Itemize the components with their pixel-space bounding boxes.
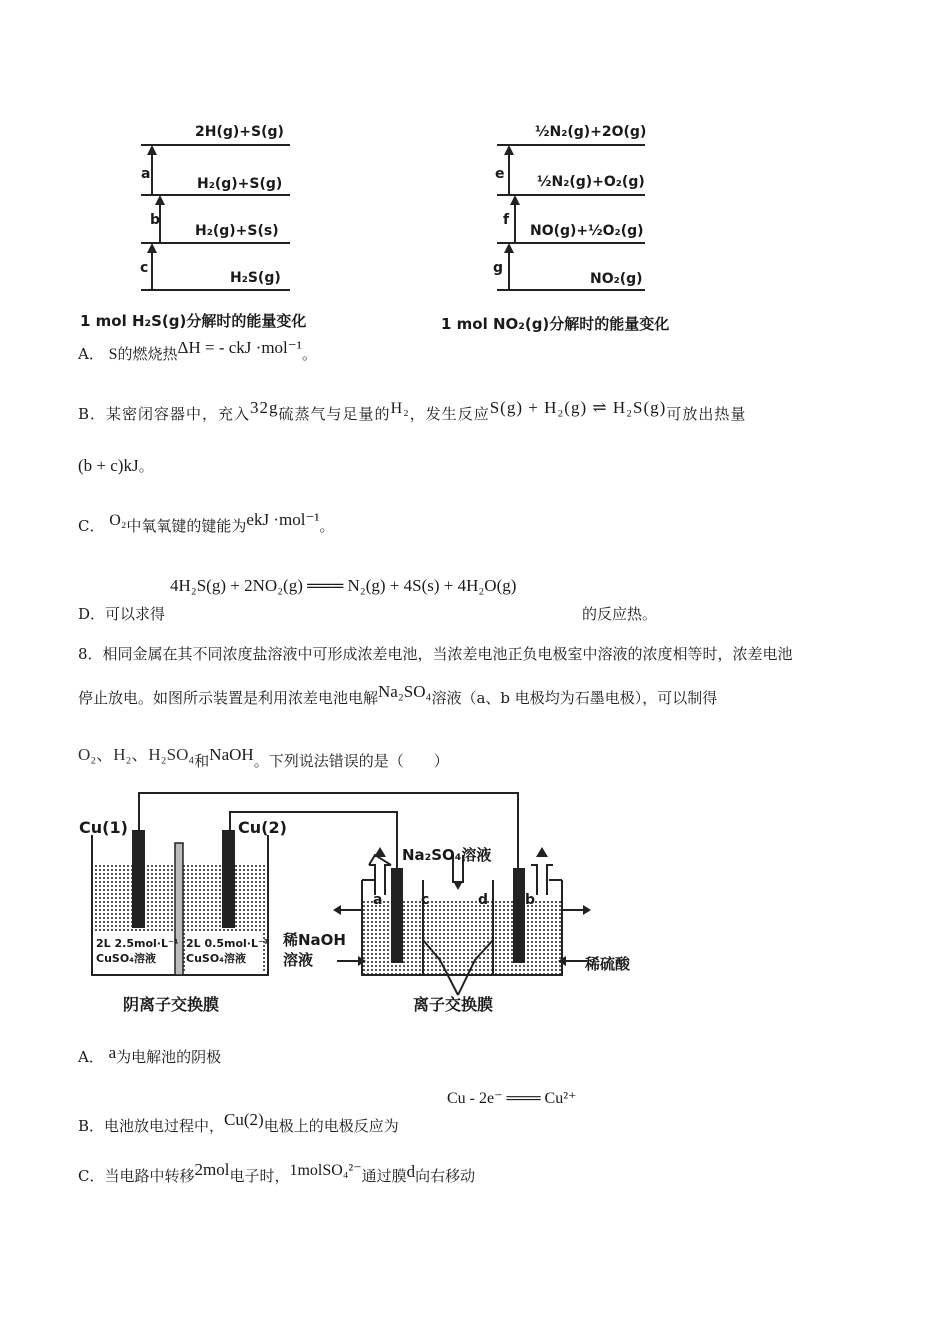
level-label: NO₂(g) xyxy=(590,271,643,287)
electrode-b-label: b xyxy=(525,892,536,908)
naoh-label: 稀NaOH 溶液 xyxy=(283,931,346,969)
option-c: C． O₂中氧氧键的键能为ekJ ·mol⁻¹。 xyxy=(78,510,335,535)
level-label: ½N₂(g)+O₂(g) xyxy=(537,174,645,190)
arrow-label: a xyxy=(141,166,151,182)
option-b-cont: (b + c)kJ。 xyxy=(78,456,154,475)
reaction-equation: 4H₂S(g) + 2NO₂(g) ═══ N₂(g) + 4S(s) + 4H₂O(g) xyxy=(170,576,517,595)
arrow-label: e xyxy=(495,166,505,182)
question-8-stem-2: 停止放电。如图所示装置是利用浓差电池电解Na₂SO₄溶液（a、b 电极均为石墨电极），可以制得 xyxy=(78,682,718,707)
arrow-label: c xyxy=(140,260,149,276)
arrow-label: g xyxy=(493,260,504,276)
arrow-label: f xyxy=(503,212,510,228)
anion-membrane-label: 阴离子交换膜 xyxy=(123,995,220,1014)
q8-option-b: B．电池放电过程中，Cu(2)电极上的电极反应为 xyxy=(78,1110,399,1135)
na2so4-label: Na₂SO₄溶液 xyxy=(402,846,492,864)
option-d: D．可以求得 xyxy=(78,605,166,623)
option-a: A． S的燃烧热ΔH = - ckJ ·mol⁻¹。 xyxy=(78,338,317,363)
diagram-caption: 1 mol H₂S(g)分解时的能量变化 xyxy=(80,312,307,330)
question-8-stem-3: O₂、H₂、H₂SO₄和NaOH。下列说法错误的是（ ） xyxy=(78,745,449,770)
diagram-caption: 1 mol NO₂(g)分解时的能量变化 xyxy=(441,315,670,333)
arrow-label: b xyxy=(150,212,161,228)
level-label: H₂(g)+S(s) xyxy=(195,223,279,239)
level-label: H₂S(g) xyxy=(230,270,281,286)
option-d-end: 的反应热。 xyxy=(582,605,658,623)
level-label: ½N₂(g)+2O(g) xyxy=(535,124,647,140)
left-solution-label: 2L 2.5mol·L⁻¹ CuSO₄溶液 xyxy=(96,937,179,965)
right-solution-label: 2L 0.5mol·L⁻¹ CuSO₄溶液 xyxy=(186,937,269,965)
electrode-d-label: d xyxy=(478,892,489,908)
level-label: 2H(g)+S(g) xyxy=(195,124,284,140)
h2so4-label: 稀硫酸 xyxy=(585,955,631,973)
electrode-reaction: Cu - 2e⁻ ═══ Cu²⁺ xyxy=(447,1090,577,1107)
q8-option-a: A． a为电解池的阴极 xyxy=(78,1043,222,1066)
level-label: NO(g)+½O₂(g) xyxy=(530,223,644,239)
cu1-label: Cu(1) xyxy=(79,818,128,837)
cu2-label: Cu(2) xyxy=(238,818,287,837)
ion-membrane-label: 离子交换膜 xyxy=(413,995,494,1014)
option-b: B．某密闭容器中，充入32g硫蒸气与足量的H₂，发生反应S(g) + H₂(g) ⇌ H₂S(g)可放出热量 xyxy=(78,398,747,423)
electrolysis-figure xyxy=(75,785,660,1025)
electrode-a-label: a xyxy=(373,892,383,908)
question-8-stem: 8．相同金属在其不同浓度盐溶液中可形成浓差电池，当浓差电池正负电极室中溶液的浓度相等时，浓差电池 xyxy=(78,645,793,663)
level-label: H₂(g)+S(g) xyxy=(197,176,283,192)
q8-option-c: C．当电路中转移2mol电子时，1molSO₄²⁻通过膜d向右移动 xyxy=(78,1160,476,1185)
electrode-c-label: c xyxy=(421,892,430,908)
